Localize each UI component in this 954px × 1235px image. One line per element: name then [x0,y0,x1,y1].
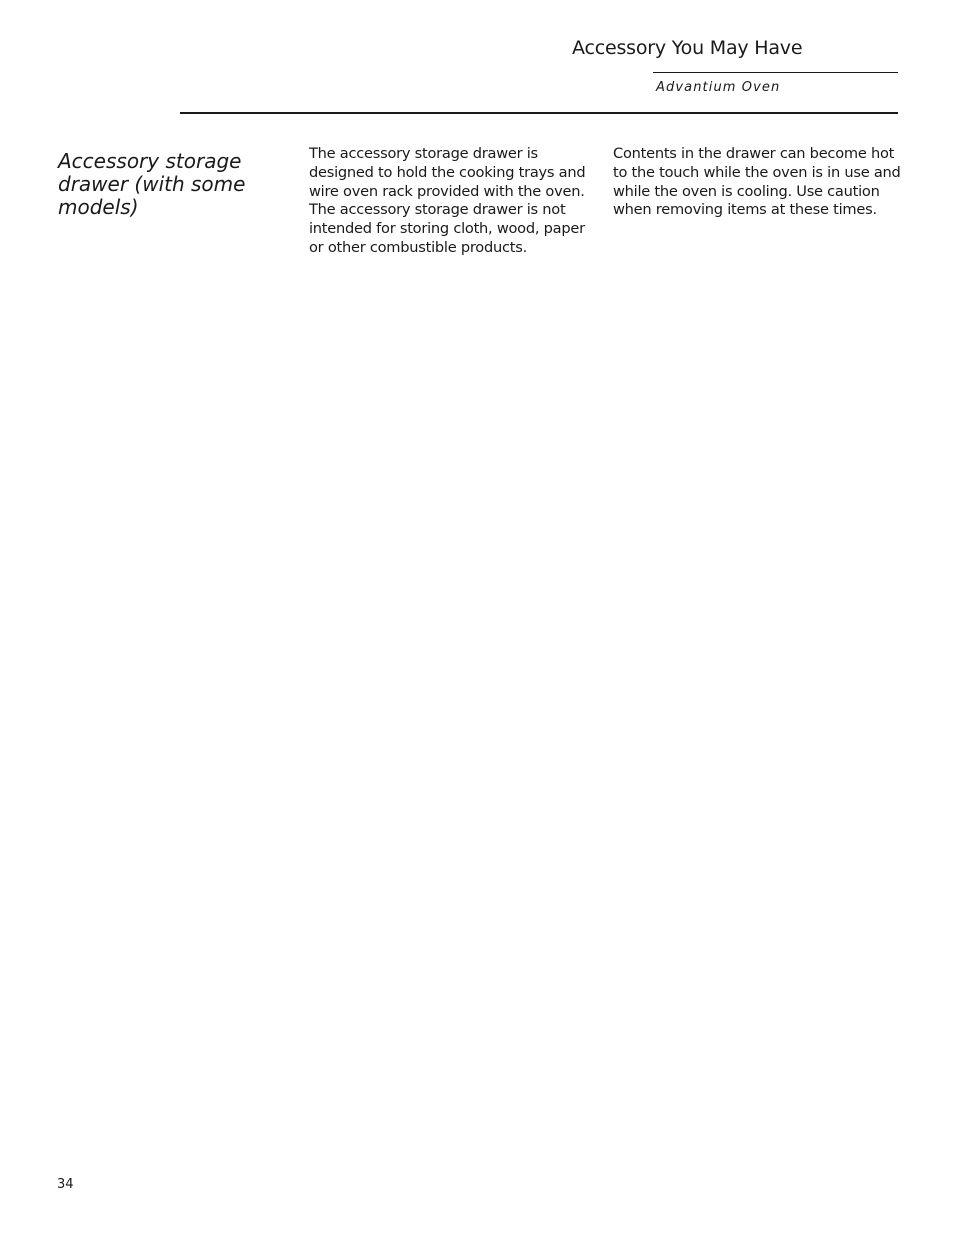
body-text-column-1: The accessory storage drawer is designed to hold the cooking trays and wire oven rack provided with the oven. The accessory storage drawer is not intended for storing cloth, wood, paper or other combustible products. [309,145,586,256]
header-divider [653,72,898,73]
page-header-title: Accessory You May Have [572,37,803,59]
section-heading: Accessory storage drawer (with some models) [58,149,246,219]
page-number: 34 [57,1177,74,1192]
page-header-subtitle: Advantium Oven [656,80,781,95]
main-divider [180,112,898,114]
body-text-column-2: Contents in the drawer can become hot to the touch while the oven is in use and while the oven is cooling. Use caution when removing items at these times. [613,145,901,219]
